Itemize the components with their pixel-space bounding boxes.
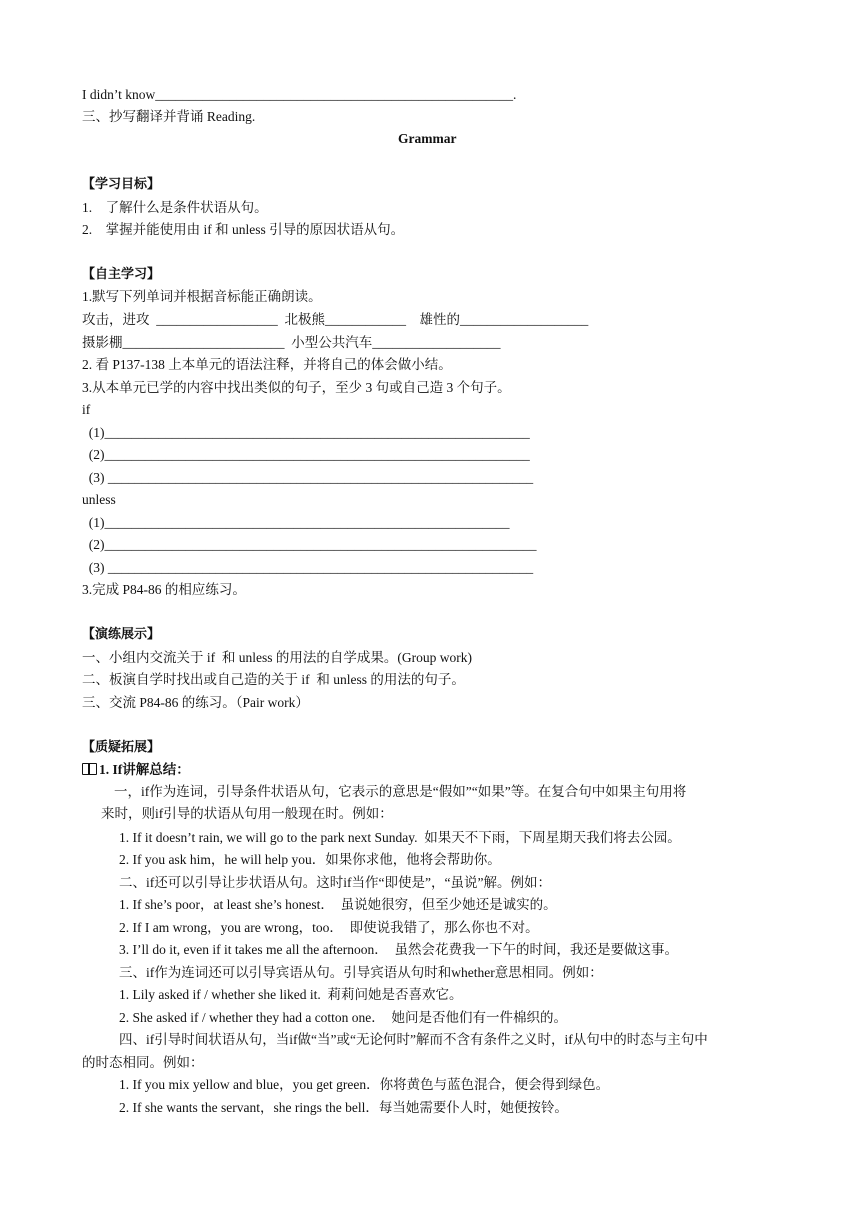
example-line: 2. If she wants the servant，she rings the bell．每当她需要仆人时，她便按铃。 xyxy=(119,1100,568,1115)
example-line: 2. If I am wrong，you are wrong，too． 即使说我错了，那么你也不对。 xyxy=(119,920,539,935)
answer-line: (1)____________________________________________________________ xyxy=(82,515,510,530)
example-line: 2. If you ask him，he will help you．如果你求他，他将会帮助你。 xyxy=(119,852,501,867)
unless-label: unless xyxy=(82,492,116,507)
answer-line: (2)_______________________________________________________________ xyxy=(82,447,530,462)
practice-heading: 【演练展示】 xyxy=(82,627,161,642)
vocab-line: 摄影棚________________________ 小型公共汽车___________________ xyxy=(82,335,501,350)
explain-line: 的时态相同。例如： xyxy=(82,1055,204,1070)
explain-line: 三、if作为连词还可以引导宾语从句。引导宾语从句时和whether意思相同。例如： xyxy=(119,965,603,980)
example-line: 1. If she’s poor，at least she’s honest． 虽说她很穷，但至少她还是诚实的。 xyxy=(119,897,557,912)
example-line: 3. I’ll do it, even if it takes me all the afternoon． 虽然会花费我一下午的时间，我还是要做这事。 xyxy=(119,942,679,957)
answer-line: (3) _______________________________________________________________ xyxy=(82,560,534,575)
answer-line: (3) _______________________________________________________________ xyxy=(82,470,534,485)
self-study-line: 2. 看 P137-138 上本单元的语法注释，并将自己的体会做小结。 xyxy=(82,357,452,372)
self-study-line: 3.完成 P84-86 的相应练习。 xyxy=(82,582,246,597)
section-title: Grammar xyxy=(398,131,457,146)
explain-line: 二、if还可以引导让步状语从句。这时if当作“即使是”，“虽说”解。例如： xyxy=(119,875,551,890)
example-line: 1. If you mix yellow and blue，you get green．你将黄色与蓝色混合，便会得到绿色。 xyxy=(119,1077,610,1092)
practice-line: 三、交流 P84-86 的练习。（Pair work） xyxy=(82,695,309,710)
goal-item: 2. 掌握并能使用由 if 和 unless 引导的原因状语从句。 xyxy=(82,222,405,237)
point-title-text: 1. If讲解总结： xyxy=(99,762,190,777)
book-icon xyxy=(82,763,97,775)
if-label: if xyxy=(82,402,91,417)
vocab-line: 攻击，进攻 __________________ 北极熊____________ 雄性的___________________ xyxy=(82,312,589,327)
practice-line: 二、板演自学时找出或自己造的关于 if 和 unless 的用法的句子。 xyxy=(82,672,465,687)
fill-in-line: I didn’t know_____________________________________________________. xyxy=(82,87,517,102)
extend-heading: 【质疑拓展】 xyxy=(82,740,161,755)
self-study-heading: 【自主学习】 xyxy=(82,267,161,282)
answer-line: (2)________________________________________________________________ xyxy=(82,537,537,552)
point-title xyxy=(82,762,190,778)
practice-line: 一、小组内交流关于 if 和 unless 的用法的自学成果。(Group work) xyxy=(82,650,472,665)
task-line: 三、抄写翻译并背诵 Reading. xyxy=(82,109,256,124)
example-line: 1. Lily asked if / whether she liked it. 莉莉问她是否喜欢它。 xyxy=(119,987,463,1002)
self-study-line: 1.默写下列单词并根据音标能正确朗读。 xyxy=(82,289,322,304)
explain-line: 四、if引导时间状语从句，当if做“当”或“无论何时”解而不含有条件之义时，if从句中的时态与主句中 xyxy=(119,1032,708,1047)
answer-line: (1)_______________________________________________________________ xyxy=(82,425,530,440)
example-line: 2. She asked if / whether they had a cotton one． 她问是否他们有一件棉织的。 xyxy=(119,1010,568,1025)
explain-line: 一，if作为连词，引导条件状语从句，它表示的意思是“假如”“如果”等。在复合句中如果主句用将 xyxy=(114,784,687,799)
self-study-line: 3.从本单元已学的内容中找出类似的句子，至少 3 句或自己造 3 个句子。 xyxy=(82,380,511,395)
goal-item: 1. 了解什么是条件状语从句。 xyxy=(82,200,268,215)
goals-heading: 【学习目标】 xyxy=(82,177,161,192)
example-line: 1. If it doesn’t rain, we will go to the park next Sunday. 如果天不下雨，下周星期天我们将去公园。 xyxy=(119,830,681,845)
explain-line: 来时，则if引导的状语从句用一般现在时。例如： xyxy=(101,806,393,821)
